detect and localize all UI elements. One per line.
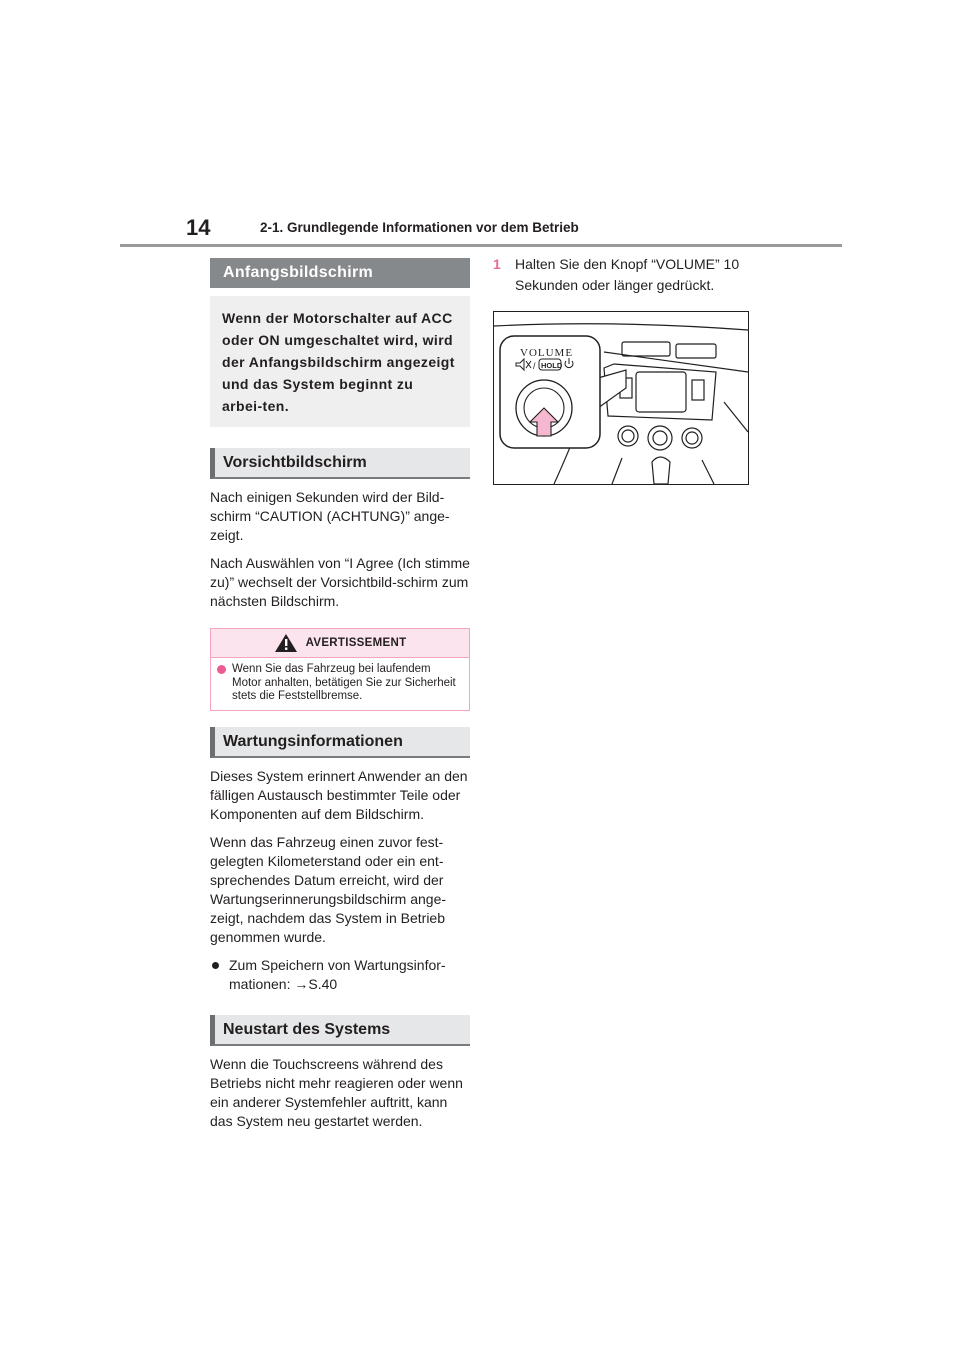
section-heading-caution: Vorsichtbildschirm	[210, 448, 470, 479]
header-rule	[120, 244, 842, 247]
warning-label: AVERTISSEMENT	[305, 637, 407, 649]
section-heading-restart: Neustart des Systems	[210, 1015, 470, 1046]
section-heading-maintenance: Wartungsinformationen	[210, 727, 470, 758]
step-text: Halten Sie den Knopf “VOLUME” 10 Sekunden oder länger gedrückt.	[515, 256, 740, 293]
bullet-icon	[217, 665, 226, 674]
dashboard-illustration	[493, 311, 749, 485]
running-head: 2-1. Grundlegende Informationen vor dem Betrieb	[260, 220, 579, 235]
warning-body	[211, 658, 469, 710]
left-column	[210, 258, 470, 1131]
paragraph: Wenn das Fahrzeug einen zuvor fest-gelegten Kilometerstand oder ein ent-sprechendes Datum erreicht, wird der Wartungserinnerungsbildschirm ange-zeigt, nachdem das System in Betrieb genommen wurde.	[210, 833, 447, 945]
paragraph: Wenn die Touchscreens während des Betriebs nicht mehr reagieren oder wenn ein anderer Systemfehler auftritt, kann das System neu gestartet werden.	[210, 1055, 463, 1129]
paragraph: Nach Auswählen von “I Agree (Ich stimme zu)” wechselt der Vorsichtbild-schirm zum nächsten Bildschirm.	[210, 555, 470, 609]
volume-label: VOLUME	[520, 347, 574, 359]
warning-triangle-icon	[274, 633, 298, 653]
page-number: 14	[186, 215, 211, 240]
hold-label: HOLD	[541, 361, 563, 370]
warning-text: Wenn Sie das Fahrzeug bei laufendem Motor anhalten, betätigen Sie zur Sicherheit stets die Feststellbremse.	[232, 663, 456, 702]
bullet-icon	[212, 962, 219, 969]
paragraph: Dieses System erinnert Anwender an den fälligen Austausch bestimmter Teile oder Komponenten auf dem Bildschirm.	[210, 767, 468, 822]
hero-title: Anfangsbildschirm	[210, 258, 470, 288]
right-column	[493, 254, 753, 296]
svg-text:/: /	[533, 361, 536, 371]
cross-reference[interactable]: Zum Speichern von Wartungsinfor-mationen: →S.40	[229, 956, 446, 992]
hero-box: Wenn der Motorschalter auf ACC oder ON umgeschaltet wird, wird der Anfangsbildschirm angezeigt und das System beginnt zu arbei-ten.	[210, 296, 470, 427]
warning-header	[211, 629, 469, 658]
list-item	[210, 956, 470, 994]
step-item	[493, 254, 753, 296]
warning-box	[210, 628, 470, 711]
paragraph: Nach einigen Sekunden wird der Bild-schirm “CAUTION (ACHTUNG)” ange-zeigt.	[210, 489, 450, 543]
step-number: 1	[493, 256, 501, 272]
dashboard-drawing	[494, 312, 748, 484]
